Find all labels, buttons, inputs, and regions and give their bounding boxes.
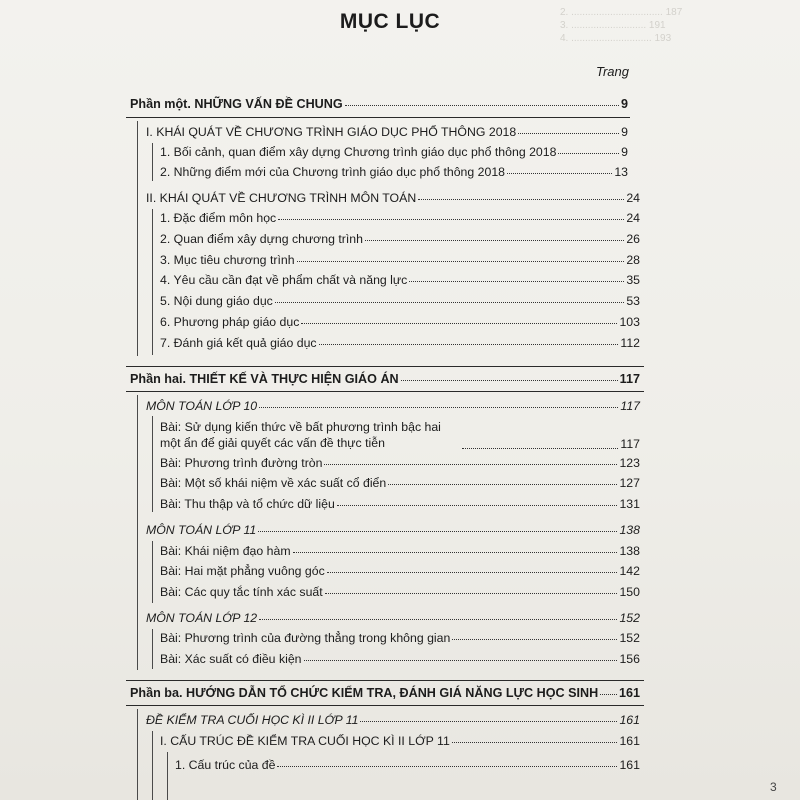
toc-item[interactable]: 4. Yêu cầu cần đạt về phẩm chất và năng lực 35 [160,272,640,290]
part-2-bracket-line [137,395,138,670]
toc-item[interactable]: Bài: Khái niệm đạo hàm 138 [160,543,640,561]
toc-subject-heading[interactable]: MÔN TOÁN LỚP 12 152 [146,610,640,628]
toc-subject-heading[interactable]: ĐỀ KIỂM TRA CUỐI HỌC KÌ II LỚP 11 161 [146,712,640,730]
section-bracket-line [152,143,153,181]
toc-item[interactable]: 1. Bối cảnh, quan điểm xây dựng Chương trình giáo dục phổ thông 2018 9 [160,144,628,162]
toc-subject-heading[interactable]: MÔN TOÁN LỚP 10 117 [146,398,640,416]
page-column-label: Trang [596,64,629,79]
subject-bracket-line [152,629,153,669]
part-divider [126,366,644,367]
toc-item[interactable]: Bài: Sử dụng kiến thức về bất phương trình bậc hai một ẩn để giải quyết các vấn đề thực tiễn 117 [160,420,640,451]
toc-part-3[interactable]: Phần ba. HƯỚNG DẪN TỔ CHỨC KIỂM TRA, ĐÁNH GIÁ NĂNG LỰC HỌC SINH 161 [130,685,640,703]
part-divider [126,391,644,392]
part-divider [126,117,630,118]
toc-item[interactable]: 5. Nội dung giáo dục 53 [160,293,640,311]
toc-item[interactable]: Bài: Phương trình đường tròn 123 [160,455,640,473]
leader-dots [345,94,619,106]
toc-part-2[interactable]: Phần hai. THIẾT KẾ VÀ THỰC HIỆN GIÁO ÁN 117 [130,371,640,389]
toc-item[interactable]: Bài: Xác suất có điều kiện 156 [160,651,640,669]
toc-item[interactable]: 2. Quan điểm xây dựng chương trình 26 [160,231,640,249]
toc-item[interactable]: 3. Mục tiêu chương trình 28 [160,252,640,270]
subject-bracket-line [152,731,153,800]
toc-item[interactable]: 7. Đánh giá kết quả giáo dục 112 [160,335,640,353]
page-number-corner: 3 [770,780,777,794]
part-divider [126,705,644,706]
toc-section[interactable]: II. KHÁI QUÁT VỀ CHƯƠNG TRÌNH MÔN TOÁN 24 [146,190,640,208]
toc-item[interactable]: 2. Những điểm mới của Chương trình giáo dục phổ thông 2018 13 [160,164,628,182]
toc-item[interactable]: Bài: Hai mặt phẳng vuông góc 142 [160,563,640,581]
toc-item[interactable]: Bài: Thu thập và tổ chức dữ liệu 131 [160,496,640,514]
subject-bracket-line [152,541,153,603]
bleed-through-text: 2. ................................. 187 3. ........................... 191 4. ............................. 193 [560,7,683,44]
toc-subject-heading[interactable]: MÔN TOÁN LỚP 11 138 [146,522,640,540]
toc-item[interactable]: Bài: Các quy tắc tính xác suất 150 [160,584,640,602]
section-bracket-line [152,209,153,355]
subject-bracket-line [152,416,153,512]
toc-item[interactable]: 1. Đặc điểm môn học 24 [160,210,640,228]
toc-item[interactable]: Bài: Một số khái niệm về xác suất cổ điển 127 [160,475,640,493]
page-title: MỤC LỤC [339,10,441,33]
toc-item[interactable]: 6. Phương pháp giáo dục 103 [160,314,640,332]
toc-section[interactable]: I. CẤU TRÚC ĐỀ KIỂM TRA CUỐI HỌC KÌ II LỚP 11 161 [160,733,640,751]
toc-section[interactable]: I. KHÁI QUÁT VỀ CHƯƠNG TRÌNH GIÁO DỤC PHỔ THÔNG 2018 9 [146,124,628,142]
toc-item[interactable]: Bài: Phương trình của đường thẳng trong không gian 152 [160,630,640,648]
toc-item[interactable]: 1. Cấu trúc của đề 161 [175,757,640,775]
part-divider [126,680,644,681]
section-bracket-line [167,752,168,800]
part-3-bracket-line [137,709,138,800]
toc-part-1[interactable]: Phần một. NHỮNG VẤN ĐỀ CHUNG 9 [130,96,628,114]
part-1-bracket-line [137,121,138,356]
